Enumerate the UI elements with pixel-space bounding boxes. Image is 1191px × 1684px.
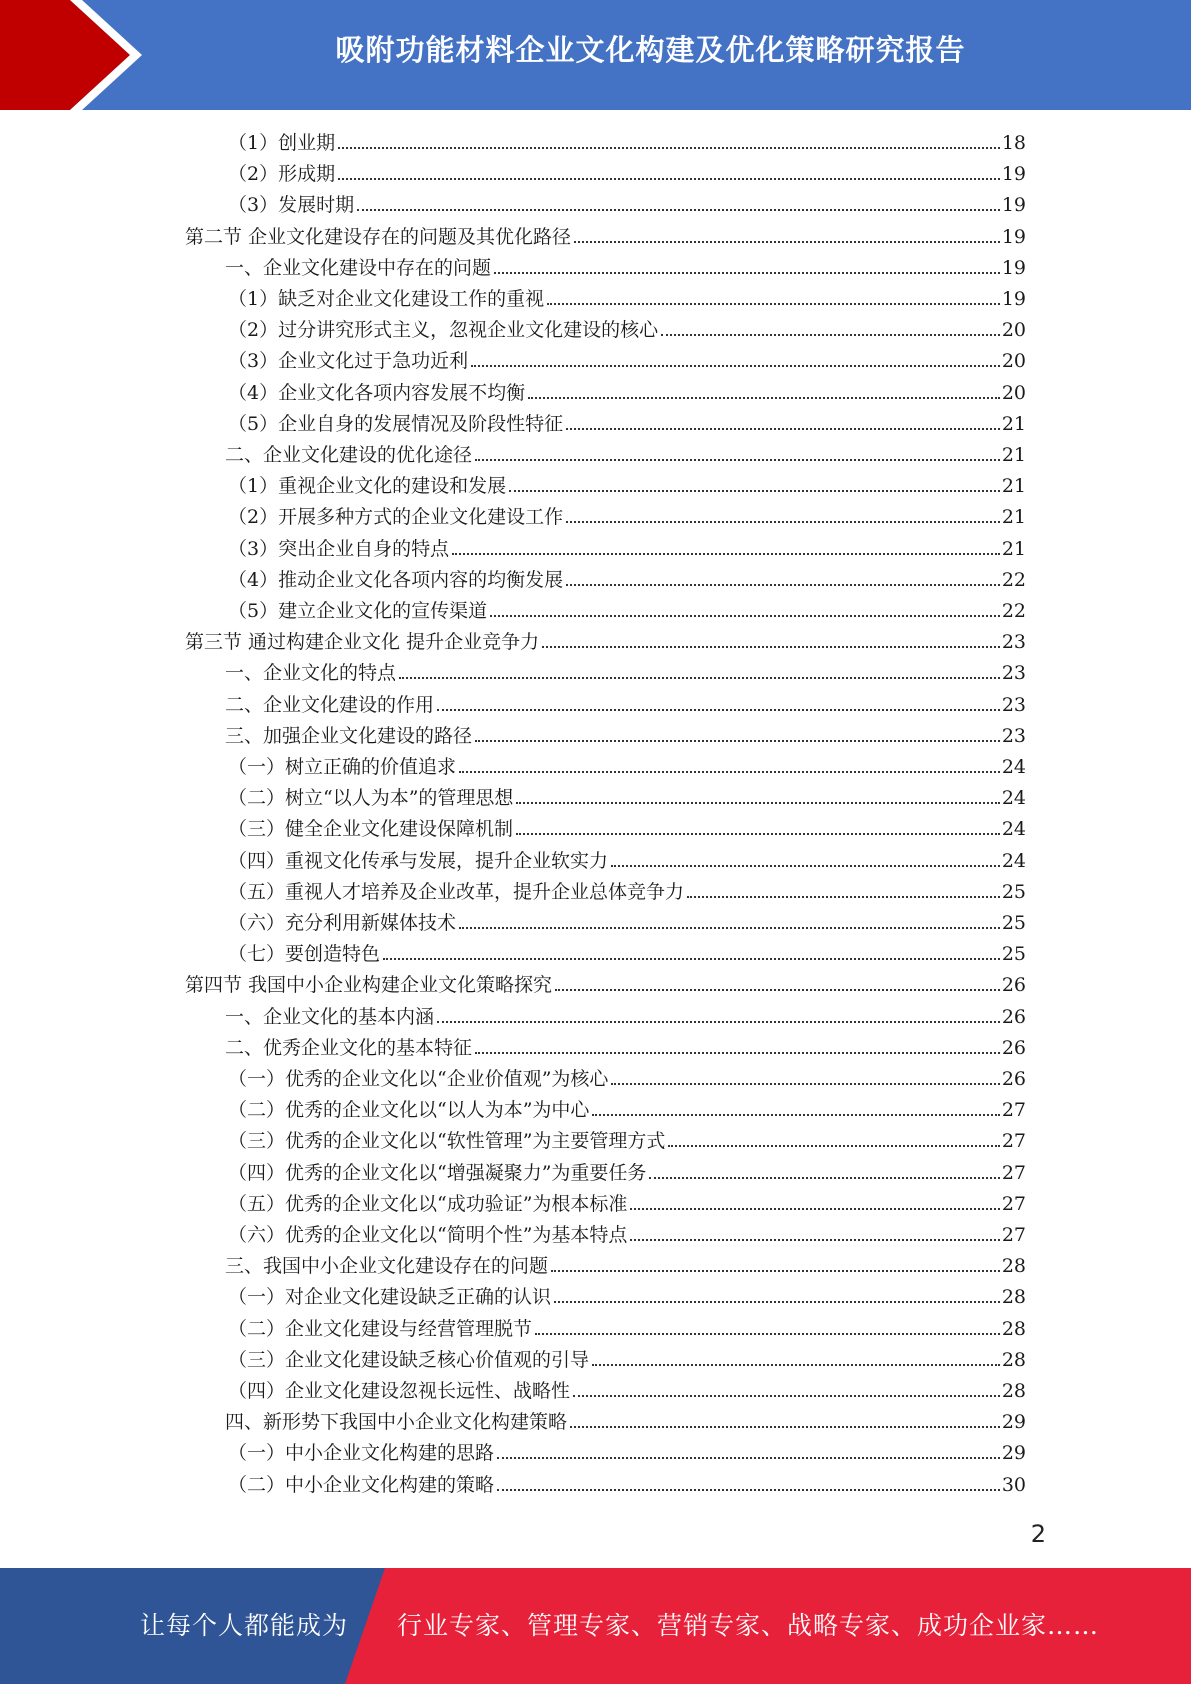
toc-leader-dots — [497, 1489, 1000, 1491]
toc-entry-page: 28 — [1001, 1348, 1026, 1371]
toc-entry-title: （六）优秀的企业文化以“简明个性”为基本特点 — [228, 1224, 628, 1246]
toc-leader-dots — [437, 709, 1000, 711]
toc-leader-dots — [399, 677, 1000, 679]
toc-entry[interactable] — [228, 1189, 1026, 1220]
toc-leader-dots — [497, 1457, 1000, 1459]
toc-entry[interactable] — [228, 284, 1026, 315]
toc-entry-title: （五）优秀的企业文化以“成功验证”为根本标准 — [228, 1192, 628, 1215]
toc-entry-page: 18 — [1001, 132, 1026, 154]
header-arrow-icon — [0, 0, 160, 110]
toc-entry[interactable] — [228, 315, 1026, 346]
toc-entry-page: 20 — [1001, 319, 1026, 342]
toc-leader-dots — [437, 1021, 1000, 1023]
toc-leader-dots — [687, 896, 1000, 898]
toc-entry[interactable] — [228, 534, 1026, 565]
toc-entry-title: （2）过分讲究形式主义，忽视企业文化建设的核心 — [228, 319, 659, 342]
toc-entry-title: （四）企业文化建设忽视长远性、战略性 — [228, 1380, 571, 1402]
toc-entry-title: （1）创业期 — [228, 132, 336, 154]
toc-entry-title: （二）中小企业文化构建的策略 — [228, 1473, 495, 1496]
toc-entry-page: 19 — [1001, 225, 1026, 248]
toc-entry-page: 30 — [1001, 1473, 1026, 1496]
toc-entry-page: 22 — [1001, 600, 1026, 622]
toc-leader-dots — [661, 334, 1000, 336]
toc-entry[interactable] — [228, 596, 1026, 627]
toc-entry[interactable] — [228, 814, 1026, 845]
toc-entry-title: 二、优秀企业文化的基本特征 — [225, 1036, 473, 1059]
toc-entry-page: 19 — [1001, 288, 1026, 310]
toc-entry[interactable] — [225, 253, 1026, 284]
toc-leader-dots — [547, 303, 1000, 305]
toc-entry[interactable] — [228, 378, 1026, 409]
toc-entry[interactable] — [228, 1158, 1026, 1189]
toc-entry-page: 27 — [1001, 1099, 1026, 1122]
toc-leader-dots — [338, 147, 1000, 149]
toc-entry[interactable] — [228, 1376, 1026, 1407]
toc-entry-page: 21 — [1001, 412, 1026, 435]
toc-entry[interactable] — [228, 783, 1026, 814]
toc-entry-title: 一、企业文化建设中存在的问题 — [225, 256, 492, 279]
toc-entry-page: 23 — [1001, 662, 1026, 685]
toc-entry[interactable] — [185, 970, 1026, 1001]
toc-entry-title: （二）企业文化建设与经营管理脱节 — [228, 1317, 533, 1340]
toc-entry[interactable] — [228, 346, 1026, 377]
toc-entry-title: （3）突出企业自身的特点 — [228, 537, 450, 560]
toc-entry-page: 21 — [1001, 444, 1026, 466]
toc-entry-title: （2）开展多种方式的企业文化建设工作 — [228, 506, 564, 529]
toc-leader-dots — [490, 615, 1000, 617]
footer-slogan-left: 让每个人都能成为 — [140, 1611, 349, 1640]
toc-leader-dots — [452, 553, 1000, 555]
toc-entry-page: 19 — [1001, 194, 1026, 217]
toc-entry-page: 24 — [1001, 756, 1026, 778]
toc-entry[interactable] — [228, 939, 1026, 970]
toc-entry-page: 23 — [1001, 693, 1026, 716]
toc-entry[interactable] — [225, 721, 1026, 752]
toc-leader-dots — [459, 927, 1000, 929]
toc-leader-dots — [516, 833, 1000, 835]
toc-entry-title: （1）缺乏对企业文化建设工作的重视 — [228, 288, 545, 310]
toc-entry-title: （3）企业文化过于急功近利 — [228, 350, 469, 373]
page-header — [0, 0, 1191, 110]
toc-entry-title: 二、企业文化建设的优化途径 — [225, 444, 473, 466]
toc-leader-dots — [566, 428, 1000, 430]
toc-leader-dots — [592, 1114, 999, 1116]
toc-entry-page: 29 — [1001, 1442, 1026, 1465]
toc-entry-page: 25 — [1001, 912, 1026, 934]
toc-entry-page: 24 — [1001, 849, 1026, 872]
toc-entry-title: （一）中小企业文化构建的思路 — [228, 1442, 495, 1465]
toc-entry-title: （六）充分利用新媒体技术 — [228, 912, 457, 934]
toc-entry[interactable] — [228, 1470, 1026, 1501]
toc-entry[interactable] — [228, 1314, 1026, 1345]
toc-entry-title: （五）重视人才培养及企业改革，提升企业总体竞争力 — [228, 880, 685, 903]
toc-entry[interactable] — [225, 690, 1026, 721]
toc-leader-dots — [475, 740, 1000, 742]
toc-leader-dots — [528, 397, 1000, 399]
toc-entry[interactable] — [228, 128, 1026, 159]
toc-entry[interactable] — [228, 502, 1026, 533]
toc-entry-title: 一、企业文化的特点 — [225, 662, 397, 685]
toc-entry-title: （4）企业文化各项内容发展不均衡 — [228, 381, 526, 404]
toc-entry-title: （一）优秀的企业文化以“企业价值观”为核心 — [228, 1068, 609, 1090]
toc-leader-dots — [630, 1239, 999, 1241]
toc-leader-dots — [383, 958, 1000, 960]
toc-entry-title: 第二节 企业文化建设存在的问题及其优化路径 — [185, 225, 572, 248]
toc-leader-dots — [471, 365, 1000, 367]
toc-entry-page: 28 — [1001, 1255, 1026, 1278]
toc-entry-title: （三）企业文化建设缺乏核心价值观的引导 — [228, 1348, 590, 1371]
toc-entry[interactable] — [228, 159, 1026, 190]
page-number: 2 — [1030, 1520, 1046, 1548]
toc-leader-dots — [338, 178, 1000, 180]
toc-leader-dots — [535, 1333, 1000, 1335]
toc-entry-page: 27 — [1001, 1224, 1026, 1246]
toc-entry[interactable] — [228, 1220, 1026, 1251]
toc-entry-page: 26 — [1001, 974, 1026, 997]
toc-leader-dots — [570, 1426, 1000, 1428]
footer-slogan-right: 行业专家、管理专家、营销专家、战略专家、成功企业家…… — [397, 1611, 1100, 1640]
toc-leader-dots — [509, 490, 1000, 492]
toc-entry-page: 25 — [1001, 943, 1026, 966]
toc-leader-dots — [611, 865, 1000, 867]
toc-leader-dots — [475, 459, 1000, 461]
toc-leader-dots — [592, 1364, 1000, 1366]
toc-entry-title: 第三节 通过构建企业文化 提升企业竞争力 — [185, 631, 540, 654]
toc-entry-page: 28 — [1001, 1286, 1026, 1309]
toc-entry[interactable] — [228, 471, 1026, 502]
toc-entry-page: 20 — [1001, 381, 1026, 404]
toc-entry-title: （四）优秀的企业文化以“增强凝聚力”为重要任务 — [228, 1161, 647, 1184]
toc-entry[interactable] — [228, 1064, 1026, 1095]
toc-entry-title: （4）推动企业文化各项内容的均衡发展 — [228, 568, 564, 591]
toc-entry-page: 26 — [1001, 1068, 1026, 1090]
toc-entry-title: 四、新形势下我国中小企业文化构建策略 — [225, 1411, 568, 1434]
toc-entry[interactable] — [225, 1251, 1026, 1282]
toc-entry-title: （一）对企业文化建设缺乏正确的认识 — [228, 1286, 552, 1309]
toc-entry-page: 21 — [1001, 537, 1026, 560]
toc-entry-title: （二）树立“以人为本”的管理思想 — [228, 787, 514, 810]
toc-entry[interactable] — [228, 565, 1026, 596]
toc-entry[interactable] — [228, 877, 1026, 908]
toc-entry[interactable] — [225, 1002, 1026, 1033]
toc-entry[interactable] — [228, 1345, 1026, 1376]
toc-leader-dots — [668, 1145, 999, 1147]
toc-leader-dots — [494, 272, 1000, 274]
toc-entry-title: （3）发展时期 — [228, 194, 355, 217]
toc-leader-dots — [551, 1270, 1000, 1272]
toc-entry-title: （四）重视文化传承与发展，提升企业软实力 — [228, 849, 609, 872]
toc-leader-dots — [516, 802, 999, 804]
toc-entry-page: 26 — [1001, 1005, 1026, 1028]
toc-entry[interactable] — [228, 752, 1026, 783]
toc-entry-page: 29 — [1001, 1411, 1026, 1434]
toc-leader-dots — [459, 771, 1000, 773]
toc-entry-page: 19 — [1001, 163, 1026, 186]
toc-entry[interactable] — [228, 1126, 1026, 1157]
toc-entry-page: 21 — [1001, 475, 1026, 498]
toc-entry-page: 23 — [1001, 631, 1026, 654]
toc-entry-title: （三）优秀的企业文化以“软性管理”为主要管理方式 — [228, 1130, 666, 1153]
toc-leader-dots — [566, 521, 1000, 523]
toc-leader-dots — [566, 584, 1000, 586]
toc-entry[interactable] — [185, 627, 1026, 658]
toc-entry-page: 28 — [1001, 1380, 1026, 1402]
toc-entry[interactable] — [228, 190, 1026, 221]
toc-entry-page: 24 — [1001, 818, 1026, 841]
toc-entry-title: （三）健全企业文化建设保障机制 — [228, 818, 514, 841]
toc-leader-dots — [649, 1177, 999, 1179]
toc-entry-title: 第四节 我国中小企业构建企业文化策略探究 — [185, 974, 553, 997]
document-title: 吸附功能材料企业文化构建及优化策略研究报告 — [335, 33, 966, 67]
toc-entry-page: 21 — [1001, 506, 1026, 529]
toc-entry-page: 27 — [1001, 1161, 1026, 1184]
toc-leader-dots — [357, 209, 1000, 211]
toc-entry[interactable] — [228, 908, 1026, 939]
toc-entry[interactable] — [228, 409, 1026, 440]
toc-leader-dots — [630, 1208, 999, 1210]
toc-entry-page: 23 — [1001, 724, 1026, 747]
toc-leader-dots — [574, 241, 1000, 243]
toc-entry[interactable] — [228, 1438, 1026, 1469]
toc-leader-dots — [475, 1052, 1000, 1054]
toc-entry-title: 二、企业文化建设的作用 — [225, 693, 435, 716]
toc-leader-dots — [555, 989, 1000, 991]
toc-entry-title: （1）重视企业文化的建设和发展 — [228, 475, 507, 498]
toc-entry-title: 一、企业文化的基本内涵 — [225, 1005, 435, 1028]
toc-entry[interactable] — [228, 846, 1026, 877]
toc-entry-page: 25 — [1001, 880, 1026, 903]
toc-entry-title: （一）树立正确的价值追求 — [228, 756, 457, 778]
toc-leader-dots — [573, 1395, 1000, 1397]
toc-entry-title: （5）企业自身的发展情况及阶段性特征 — [228, 412, 564, 435]
toc-entry-page: 27 — [1001, 1130, 1026, 1153]
page-footer — [0, 1568, 1191, 1684]
toc-entry-page: 24 — [1001, 787, 1026, 810]
toc-entry-page: 26 — [1001, 1036, 1026, 1059]
toc-entry[interactable] — [225, 1033, 1026, 1064]
toc-entry-page: 27 — [1001, 1192, 1026, 1215]
toc-entry-title: （2）形成期 — [228, 163, 336, 186]
toc-entry-title: （5）建立企业文化的宣传渠道 — [228, 600, 488, 622]
toc-entry-title: （二）优秀的企业文化以“以人为本”为中心 — [228, 1099, 590, 1122]
toc-leader-dots — [542, 646, 1000, 648]
toc-entry[interactable] — [225, 1407, 1026, 1438]
toc-entry-page: 22 — [1001, 568, 1026, 591]
toc-leader-dots — [611, 1083, 999, 1085]
toc-entry[interactable] — [225, 440, 1026, 471]
toc-entry-page: 19 — [1001, 256, 1026, 279]
toc-entry-page: 20 — [1001, 350, 1026, 373]
toc-entry-title: 三、我国中小企业文化建设存在的问题 — [225, 1255, 549, 1278]
toc-entry-title: （七）要创造特色 — [228, 943, 381, 966]
toc-entry-page: 28 — [1001, 1317, 1026, 1340]
toc-entry[interactable] — [228, 1095, 1026, 1126]
toc-entry[interactable] — [228, 1282, 1026, 1313]
toc-entry[interactable] — [225, 658, 1026, 689]
toc-leader-dots — [554, 1301, 1000, 1303]
toc-entry-title: 三、加强企业文化建设的路径 — [225, 724, 473, 747]
toc-entry[interactable] — [185, 222, 1026, 253]
